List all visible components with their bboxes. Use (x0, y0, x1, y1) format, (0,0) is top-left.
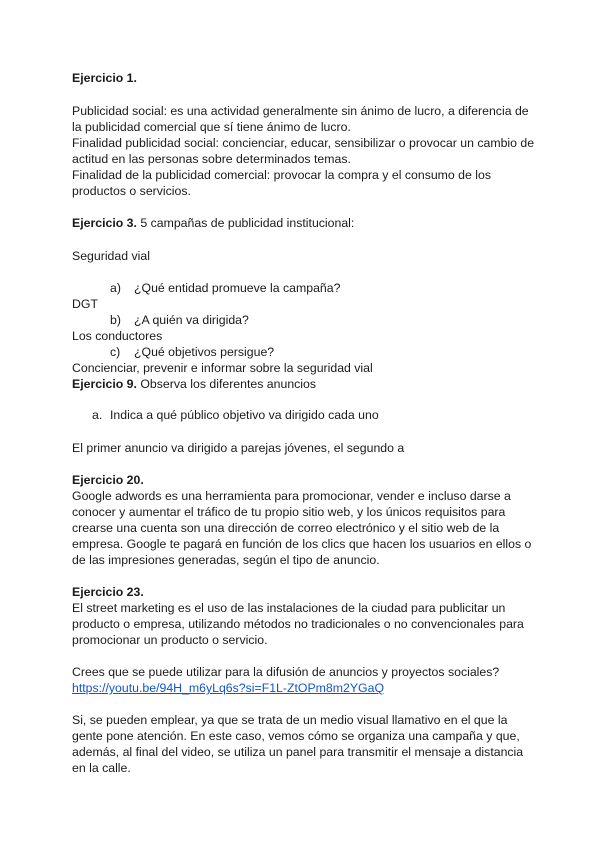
ex9-answer: El primer anuncio va dirigido a parejas jóvenes, el segundo a (72, 441, 405, 455)
ex23-title: Ejercicio 23. (72, 585, 144, 599)
ex23-question: Crees que se puede utilizar para la difusión de anuncios y proyectos sociales? (72, 665, 500, 679)
ex3-topic: Seguridad vial (72, 249, 150, 263)
ex20-line: empresa. Google te pagará en función de los clics que hacen los usuarios en ellos o (72, 537, 532, 551)
ex3-question (110, 280, 340, 296)
ex1-title: Ejercicio 1. (72, 71, 137, 85)
question-text: ¿Qué objetivos persigue? (134, 345, 275, 359)
ex20-title: Ejercicio 20. (72, 473, 144, 487)
list-marker: b) (110, 313, 121, 327)
ex3-heading (72, 215, 354, 231)
ex3-title: Ejercicio 3. (72, 216, 137, 230)
ex1-line: la publicidad comercial que sí tiene ánimo de lucro. (72, 120, 351, 134)
ex9-subtitle: Observa los diferentes anuncios (140, 377, 317, 391)
list-marker: a) (110, 281, 121, 295)
ex9-item (92, 407, 379, 423)
ex23-answer-line: Si, se pueden emplear, ya que se trata de un medio visual llamativo en el que la (72, 713, 508, 727)
ex3-question (110, 312, 249, 328)
ex20-line: Google adwords es una herramienta para promocionar, vender e incluso darse a (72, 489, 511, 503)
ex3-subtitle: 5 campañas de publicidad institucional: (140, 216, 355, 230)
ex23-line: promocionar un producto o servicio. (72, 633, 268, 647)
ex9-heading (72, 376, 316, 392)
ex20-line: de las impresiones generadas, según el tipo de anuncio. (72, 553, 380, 567)
ex23-line: El street marketing es el uso de las instalaciones de la ciudad para publicitar un (72, 601, 506, 615)
ex20-line: conocer y aumentar el tráfico de tu propio sitio web, y los únicos requisitos para (72, 505, 506, 519)
ex20-line: crearse una cuenta son una dirección de correo electrónico y el sitio web de la (72, 521, 500, 535)
ex1-line: Publicidad social: es una actividad generalmente sin ánimo de lucro, a diferencia de (72, 104, 529, 118)
ex1-line: productos o servicios. (72, 184, 191, 198)
ex9-title: Ejercicio 9. (72, 377, 137, 391)
question-text: ¿Qué entidad promueve la campaña? (134, 281, 341, 295)
item-text: Indica a qué público objetivo va dirigido cada uno (110, 408, 379, 422)
ex23-answer-line: gente pone atención. En este caso, vemos cómo se organiza una campaña y que, (72, 729, 520, 743)
ex3-question (110, 344, 274, 360)
ex23-line: producto o empresa, utilizando métodos no tradicionales o no convencionales para (72, 617, 524, 631)
list-marker: a. (92, 408, 103, 422)
ex3-answer: DGT (72, 297, 98, 311)
ex3-answer: Concienciar, prevenir e informar sobre la seguridad vial (72, 361, 373, 375)
video-link[interactable]: https://youtu.be/94H_m6yLq6s?si=F1L-ZtOPm8m2YGaQ (72, 681, 385, 695)
ex1-line: Finalidad de la publicidad comercial: provocar la compra y el consumo de los (72, 168, 491, 182)
ex23-answer-line: además, al final del video, se utiliza un panel para transmitir el mensaje a distancia (72, 745, 524, 759)
ex23-answer-line: en la calle. (72, 761, 131, 775)
question-text: ¿A quién va dirigida? (134, 313, 249, 327)
ex1-line: actitud en las personas sobre determinados temas. (72, 152, 351, 166)
ex1-line: Finalidad publicidad social: concienciar, educar, sensibilizar o provocar un cambio de (72, 136, 535, 150)
list-marker: c) (110, 345, 121, 359)
ex3-answer: Los conductores (72, 329, 163, 343)
ex23-video-link-wrap (72, 680, 384, 696)
